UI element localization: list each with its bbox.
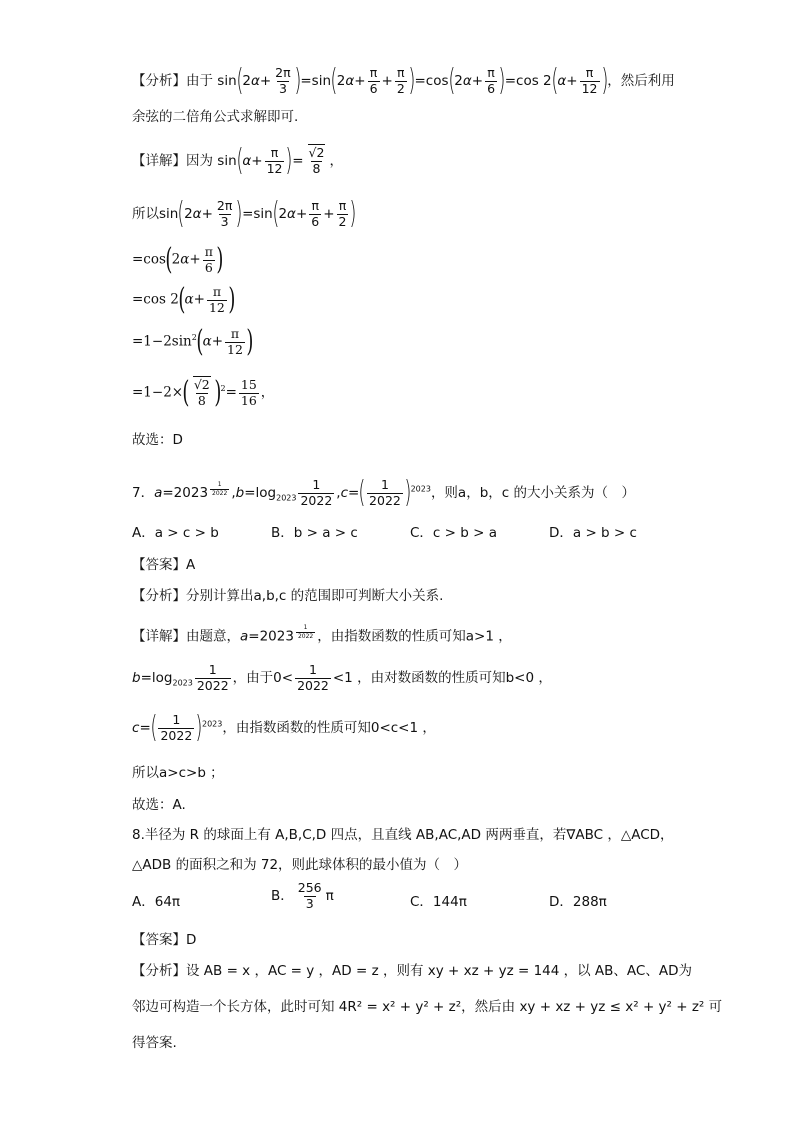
q7-detail-line2: $b=\log_{2023}$ $\frac{1}{2022}$ ，由于0< $\frac{1}{2022}$ <1 ，由对数函数的性质可知b<0 ， <box>132 662 552 693</box>
q7-detail-line1: 【详解】由题意，a=2023 $^{\frac{1}{2022}}$ ，由指数函数的性质可知a>1 ， <box>132 624 512 645</box>
q7-option-b[interactable]: B．b > a > c <box>271 525 358 541</box>
q8-analysis-line3: 得答案. <box>132 1035 177 1051</box>
q7-detail-line3: c=( $\frac{1}{2022}$ )$^{2023}$，由指数函数的性质可知0<c<1 ， <box>132 710 436 745</box>
q6-choose: 故选：D <box>132 432 183 448</box>
detail-tag: 【详解】 <box>132 153 186 169</box>
q8-stem-line2: △ADB 的面积之和为 72，则此球体积的最小值为（ ） <box>132 857 468 873</box>
analysis-tag: 【分析】 <box>132 73 186 89</box>
q7-analysis: 【分析】分别计算出a,b,c 的范围即可判断大小关系. <box>132 588 444 604</box>
q8-option-c[interactable]: C．144π <box>410 894 467 910</box>
q7-stem: 7．a=2023 $^{\frac{1}{2022}}$ $,b=\log_{2023}$ $\frac{1}{2022}$ ,c=( $\frac{1}{2022}$ )$^{2023}$，则a，b，c 的大小关系为（ ） <box>132 475 635 510</box>
q6-step-sin2: $=1-2\sin^2(\alpha+$ $\frac{\pi}{12}$ ) <box>132 324 254 359</box>
q8-analysis-line1: 【分析】设 AB = x ，AC = y ，AD = z ，则有 xy + xz + yz = 144 ，以 AB、AC、AD为 <box>132 963 692 979</box>
q7-choose: 故选：A. <box>132 797 186 813</box>
q6-analysis-line1: 【分析】由于 sin(2α+ $\frac{2\pi}{3}$ )=sin(2α+ $\frac{\pi}{6}$ + $\frac{\pi}{2}$ )=cos(2α+ $\frac{\pi}{6}$ )=cos 2(α+ $\frac{\pi}{12}$ )，然后利用 <box>132 63 675 98</box>
q6-analysis-line2: 余弦的二倍角公式求解即可. <box>132 109 299 125</box>
q7-detail-line4: 所以a>c>b ； <box>132 765 224 781</box>
q7-answer: 【答案】A <box>132 557 196 573</box>
q6-step-cos: =cos(2α+ $\frac{\pi}{6}$ ) <box>132 242 224 277</box>
q6-step-result: =1−2×( $\frac{√2}{8}$ )$^2$= $\frac{15}{16}$ ， <box>132 375 275 410</box>
q8-answer: 【答案】D <box>132 932 197 948</box>
q7-option-a[interactable]: A．a > c > b <box>132 525 219 541</box>
formula: sin(α+ $\frac{\pi}{12}$ )= $\frac{√2}{8}$ ， <box>217 143 343 178</box>
q7-option-d[interactable]: D．a > b > c <box>549 525 637 541</box>
q8-option-d[interactable]: D．288π <box>549 894 607 910</box>
q8-stem-line1: 8.半径为 R 的球面上有 A,B,C,D 四点，且直线 AB,AC,AD 两两垂直，若∇ABC ，△ACD， <box>132 827 674 843</box>
q7-option-c[interactable]: C．c > b > a <box>410 525 497 541</box>
q8-analysis-line2: 邻边可构造一个长方体，此时可知 4R² = x² + y² + z²，然后由 xy + xz + yz ≤ x² + y² + z² 可 <box>132 999 723 1015</box>
q6-detail-line1: 【详解】因为 sin(α+ $\frac{\pi}{12}$ )= $\frac{√2}{8}$ ， <box>132 143 343 178</box>
q6-step-cos2: =cos 2(α+ $\frac{\pi}{12}$ ) <box>132 282 236 317</box>
q8-option-a[interactable]: A．64π <box>132 894 181 910</box>
q6-detail-line2: 所以sin(2α+ $\frac{2\pi}{3}$ )=sin(2α+ $\frac{\pi}{6}$ + $\frac{\pi}{2}$ ) <box>132 196 357 231</box>
q8-option-b[interactable]: B． $\frac{256}{3}$ π <box>271 880 334 911</box>
formula-sin-chain: sin(2α+ $\frac{2\pi}{3}$ )=sin(2α+ $\frac{\pi}{6}$ + $\frac{\pi}{2}$ )=cos(2α+ $\frac{\pi}{6}$ )=cos 2(α+ $\frac{\pi}{12}$ ) <box>217 63 608 98</box>
